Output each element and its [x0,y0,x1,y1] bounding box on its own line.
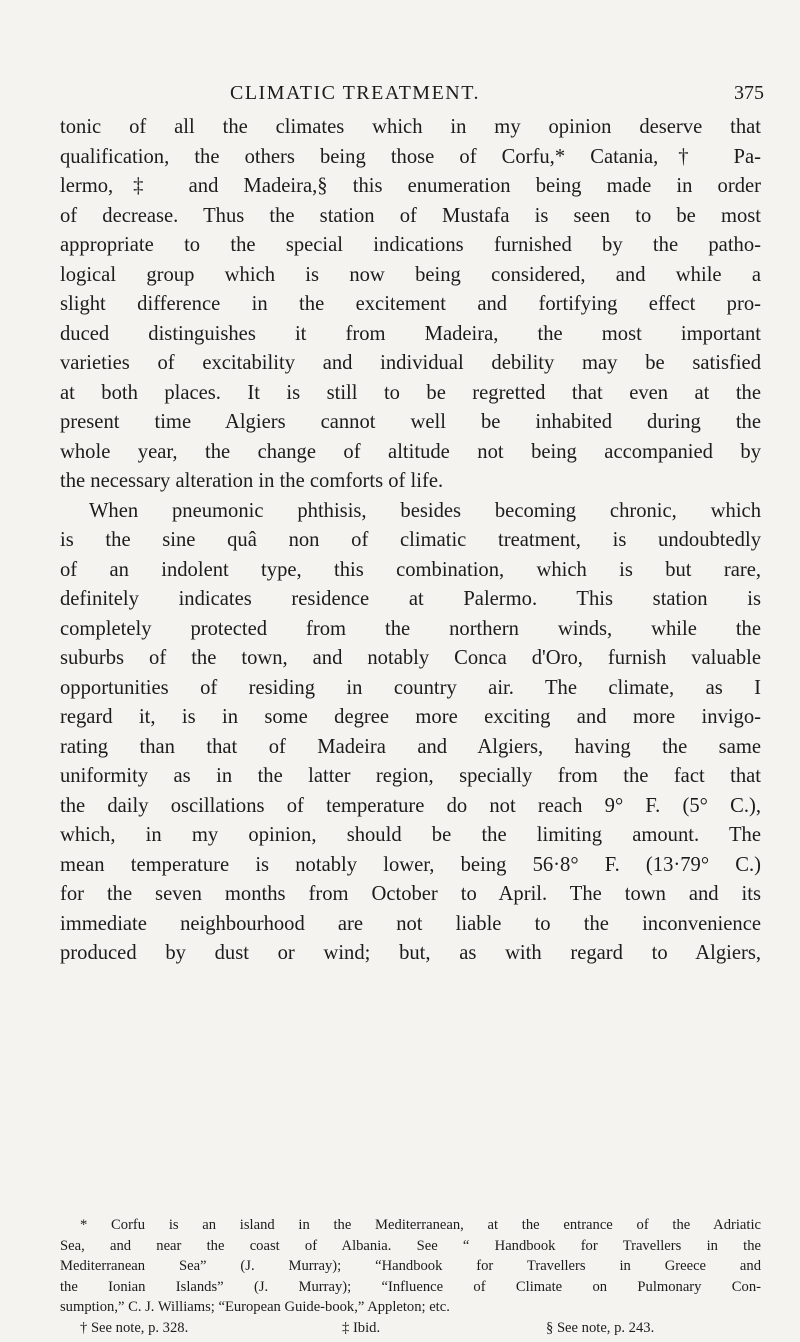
footnote-references [60,1318,761,1339]
text-line: the necessary alteration in the comforts of life. [60,470,444,492]
text-line: regard it, is in some degree more exciting and more invigo- [60,706,761,728]
text-line: opportunities of residing in country air. The climate, as I [60,676,761,699]
footnote-line: the Ionian Islands” (J. Murray); “Influence of Climate on Pulmonary Con- [60,1278,761,1295]
text-line: of an indolent type, this combination, which is but rare, [60,558,761,581]
footnote-double-dagger: ‡ Ibid. [342,1319,381,1336]
text-line: completely protected from the northern winds, while the [60,617,761,640]
text-line: whole year, the change of altitude not being accompanied by [60,440,761,463]
text-line: at both places. It is still to be regretted that even at the [60,381,761,404]
text-line: duced distinguishes it from Madeira, the most important [60,322,761,345]
text-line: is the sine quâ non of climatic treatment, is undoubtedly [60,529,761,551]
text-line: mean temperature is notably lower, being 56·8° F. (13·79° C.) [60,853,761,876]
text-line: definitely indicates residence at Palermo. This station is [60,588,761,610]
text-line: rating than that of Madeira and Algiers, having the same [60,735,761,758]
footnote-line: Sea, and near the coast of Albania. See “ Handbook for Travellers in the [60,1237,761,1254]
footnote-line: sumption,” C. J. Williams; “European Guide-book,” Appleton; etc. [60,1299,450,1315]
footnote-line: * Corfu is an island in the Mediterranean, at the entrance of the Adriatic [80,1217,761,1233]
text-line: for the seven months from October to April. The town and its [60,883,761,905]
footnotes [60,1215,761,1338]
text-line: the daily oscillations of temperature do not reach 9° F. (5° C.), [60,794,761,817]
footnote-dagger: † See note, p. 328. [80,1319,189,1336]
footnote-section: § See note, p. 243. [546,1319,655,1336]
text-line: of decrease. Thus the station of Mustafa is seen to be most [60,204,761,227]
footnote-line: Mediterranean Sea” (J. Murray); “Handbook for Travellers in Greece and [60,1258,761,1274]
text-line: slight difference in the excitement and fortifying effect pro- [60,293,761,315]
text-line: qualification, the others being those of Corfu,* Catania,† Pa- [60,145,761,168]
text-line: present time Algiers cannot well be inhabited during the [60,411,761,433]
text-line: produced by dust or wind; but, as with regard to Algiers, [60,942,761,964]
text-line: When pneumonic phthisis, besides becoming chronic, which [89,499,761,522]
text-line: suburbs of the town, and notably Conca d'Oro, furnish valuable [60,647,761,669]
text-line: varieties of excitability and individual debility may be satisfied [60,352,761,374]
body-text [60,113,761,969]
text-line: uniformity as in the latter region, specially from the fact that [60,765,761,787]
text-line: appropriate to the special indications furnished by the patho- [60,234,761,256]
text-line: immediate neighbourhood are not liable to the inconvenience [60,912,761,935]
page-number: 375 [734,82,764,104]
text-line: tonic of all the climates which in my opinion deserve that [60,116,761,138]
text-line: logical group which is now being considered, and while a [60,263,761,286]
text-line: which, in my opinion, should be the limiting amount. The [60,824,761,846]
text-line: lermo,‡ and Madeira,§ this enumeration being made in order [60,175,761,197]
page-header [0,82,800,112]
running-title: CLIMATIC TREATMENT. [230,82,480,104]
